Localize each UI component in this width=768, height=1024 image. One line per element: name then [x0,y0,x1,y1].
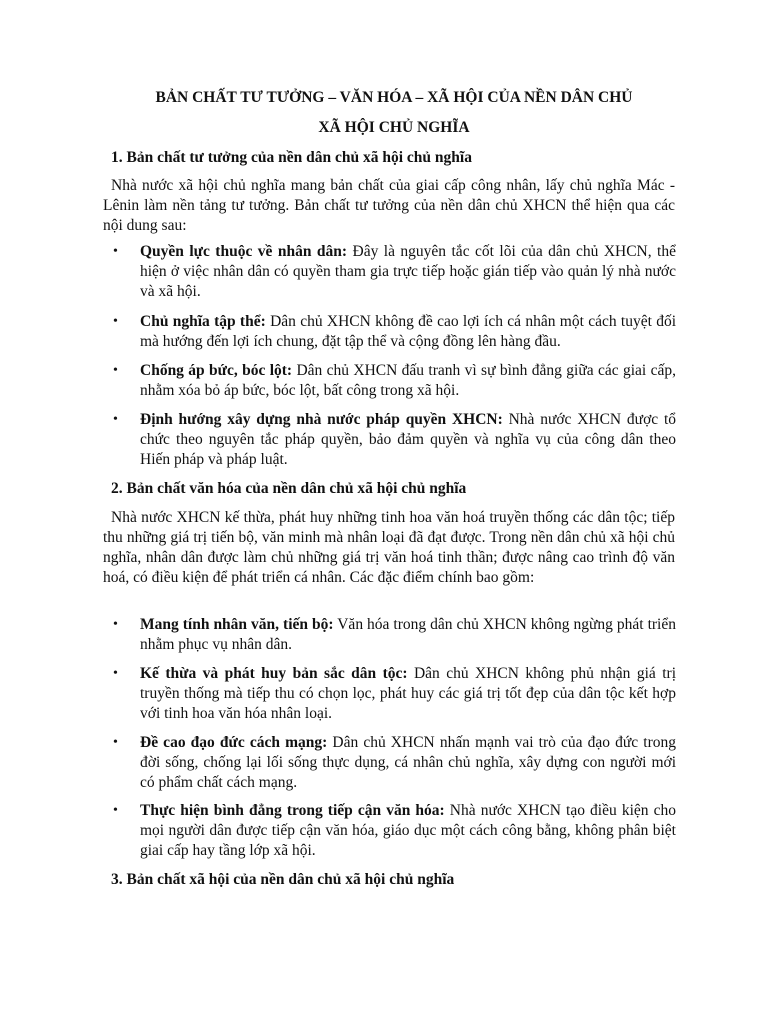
bullet-term: Thực hiện bình đẳng trong tiếp cận văn hóa: [140,802,445,819]
bullet-text: Dân chủ XHCN không phủ nhận giá trị truyền thống mà tiếp thu có chọn lọc, phát huy các giá trị tốt đẹp của dân tộc kết hợp với tinh hoa văn hóa nhân loại. [140,665,677,722]
bullet-term: Mang tính nhân văn, tiến bộ: [140,616,334,633]
section2-heading: 2. Bản chất văn hóa của nền dân chủ xã hội chủ nghĩa [111,480,467,497]
section2-bullet-2 [110,664,676,724]
bullet-term: Đề cao đạo đức cách mạng: [140,734,328,751]
bullet-term: Định hướng xây dựng nhà nước pháp quyền XHCN: [140,411,503,428]
bullet-text: Nhà nước XHCN tạo điều kiện cho mọi người dân được tiếp cận văn hóa, giáo dục một cách công bằng, không phân biệt giai cấp hay tầng lớp xã hội. [140,802,676,859]
section2-bullet-3 [110,733,676,793]
bullet-text: Dân chủ XHCN không đề cao lợi ích cá nhân một cách tuyệt đối mà hướng đến lợi ích chung, đặt tập thể và cộng đồng lên hàng đầu. [140,313,676,350]
section3-heading: 3. Bản chất xã hội của nền dân chủ xã hội chủ nghĩa [111,871,455,888]
document-title-line1: BẢN CHẤT TƯ TƯỞNG – VĂN HÓA – XÃ HỘI CỦA NỀN DÂN CHỦ [155,89,633,106]
section2-bullet-4 [110,801,676,861]
bullet-term: Chủ nghĩa tập thể: [140,313,266,330]
bullet-text: Nhà nước XHCN được tổ chức theo nguyên tắc pháp quyền, bảo đảm quyền và nghĩa vụ của công dân theo Hiến pháp và pháp luật. [140,411,676,468]
bullet-term: Kế thừa và phát huy bản sắc dân tộc: [140,665,408,682]
section2-bullet-1 [110,615,676,655]
bullet-dot: • [113,363,118,378]
bullet-dot: • [113,314,118,329]
bullet-dot: • [113,666,118,681]
section1-bullet-1 [110,242,676,302]
section1-bullet-2 [110,312,676,352]
section2-intro: Nhà nước XHCN kế thừa, phát huy những tinh hoa văn hoá truyền thống các dân tộc; tiếp thu những giá trị tiến bộ, văn minh mà nhân loại đã đạt được. Trong nền dân chủ xã hội chủ nghĩa, nhân dân được làm chủ những giá trị văn hoá tinh thần; được nâng cao trình độ văn hoá, có điều kiện để phát triển cá nhân. Các đặc điểm chính bao gồm: [103,509,675,586]
bullet-dot: • [113,803,118,818]
section1-heading: 1. Bản chất tư tưởng của nền dân chủ xã hội chủ nghĩa [111,149,472,166]
section1-bullet-4 [110,410,676,470]
document-title-line2: XÃ HỘI CHỦ NGHĨA [318,119,470,136]
bullet-term: Chống áp bức, bóc lột: [140,362,293,379]
bullet-text: Dân chủ XHCN đấu tranh vì sự bình đẳng giữa các giai cấp, nhằm xóa bỏ áp bức, bóc lột, bất công trong xã hội. [140,362,676,399]
section1-intro: Nhà nước xã hội chủ nghĩa mang bản chất của giai cấp công nhân, lấy chủ nghĩa Mác - Lênin làm nền tảng tư tưởng. Bản chất tư tưởng của nền dân chủ XHCN thể hiện qua các nội dung sau: [103,177,675,234]
bullet-text: Văn hóa trong dân chủ XHCN không ngừng phát triển nhằm phục vụ nhân dân. [140,616,676,653]
bullet-dot: • [113,735,118,750]
bullet-dot: • [113,412,118,427]
bullet-text: Đây là nguyên tắc cốt lõi của dân chủ XHCN, thể hiện ở việc nhân dân có quyền tham gia trực tiếp hoặc gián tiếp vào quản lý nhà nước và xã hội. [140,243,676,300]
bullet-dot: • [113,617,118,632]
section1-bullet-3 [110,361,676,401]
bullet-dot: • [113,244,118,259]
bullet-text: Dân chủ XHCN nhấn mạnh vai trò của đạo đức trong đời sống, chống lại lối sống thực dụng, cá nhân chủ nghĩa, xây dựng con người mới có phẩm chất cách mạng. [140,734,676,791]
bullet-term: Quyền lực thuộc về nhân dân: [140,243,348,260]
